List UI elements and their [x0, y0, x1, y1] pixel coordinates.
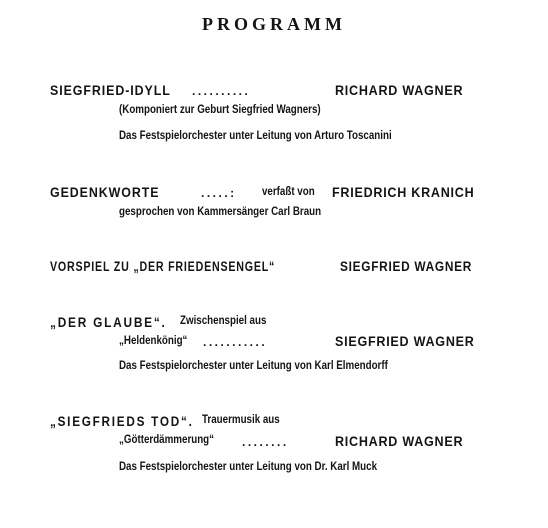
work-detail: Zwischenspiel aus — [180, 315, 267, 327]
credit-label: verfaßt von — [262, 186, 315, 198]
performer-line: Das Festspielorchester unter Leitung von Karl Elmendorff — [119, 360, 388, 372]
work-title: „DER GLAUBE“. — [50, 315, 167, 330]
composer-name: FRIEDRICH KRANICH — [332, 185, 475, 200]
work-subtitle: „Heldenkönig“ — [119, 335, 188, 347]
work-detail: Trauermusik aus — [202, 414, 280, 426]
dot-leader: ........... — [203, 335, 268, 349]
composer-name: SIEGFRIED WAGNER — [340, 259, 473, 274]
composer-name: RICHARD WAGNER — [335, 83, 464, 98]
performer-line: gesprochen von Kammersänger Carl Braun — [119, 206, 322, 218]
work-subtitle: „Götterdämmerung“ — [119, 434, 215, 446]
work-title: GEDENKWORTE — [50, 185, 160, 200]
composer-name: SIEGFRIED WAGNER — [335, 334, 475, 349]
dot-leader: .......... — [192, 84, 251, 98]
work-title: SIEGFRIED-IDYLL — [50, 83, 171, 98]
composer-name: RICHARD WAGNER — [335, 434, 464, 449]
dot-leader: ........ — [242, 435, 289, 449]
program-title: PROGRAMM — [202, 14, 346, 34]
performer-line: Das Festspielorchester unter Leitung von Arturo Toscanini — [119, 130, 392, 142]
work-note: (Komponiert zur Geburt Siegfried Wagners) — [119, 104, 321, 116]
performer-line: Das Festspielorchester unter Leitung von Dr. Karl Muck — [119, 461, 378, 473]
work-title: VORSPIEL ZU „DER FRIEDENSENGEL“ — [50, 259, 276, 274]
work-title: „SIEGFRIEDS TOD“. — [50, 414, 194, 429]
dot-leader: .....: — [201, 186, 237, 200]
